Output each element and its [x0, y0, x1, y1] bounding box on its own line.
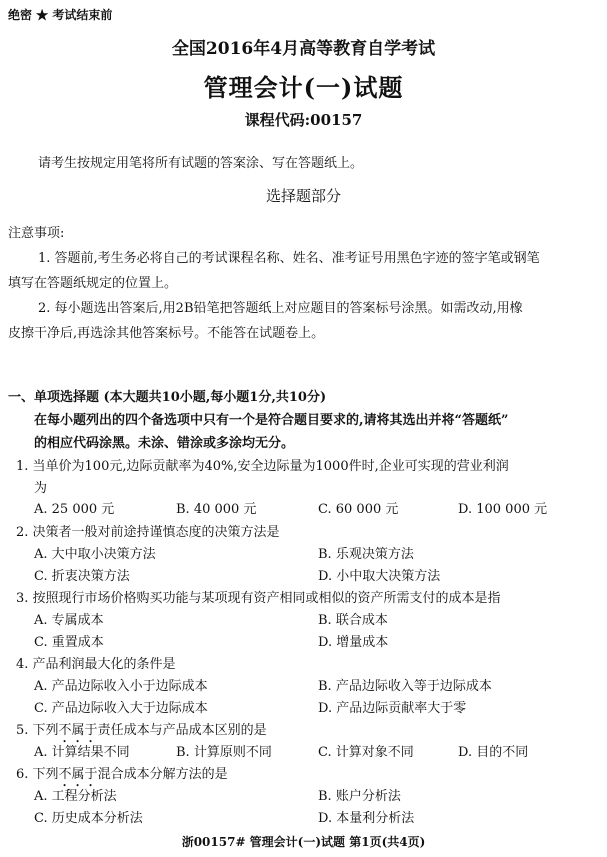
note-2-line-2: 皮擦干净后,再选涂其他答案标号。不能答在试题卷上。	[8, 326, 325, 341]
paper-title: 管理会计(一)试题	[203, 73, 404, 102]
question-3-option-d: D. 增量成本	[318, 635, 389, 650]
question-5-option-b: B. 计算原则不同	[176, 745, 272, 760]
note-2-line-1: 2. 每小题选出答案后,用2B铅笔把答题纸上对应题目的答案标号涂黑。如需改动,用橡	[38, 301, 523, 316]
part1-description-line-1: 在每小题列出的四个备选项中只有一个是符合题目要求的,请将其选出并将“答题纸”	[34, 413, 509, 428]
question-5-option-d: D. 目的不同	[458, 745, 529, 760]
question-5-stem-suffix: 责任成本与产品成本区别的是	[97, 723, 267, 738]
note-1-line-2: 填写在答题纸规定的位置上。	[8, 276, 178, 291]
question-3-option-a: A. 专属成本	[34, 613, 104, 628]
question-6-option-a: A. 工程分析法	[34, 789, 117, 804]
question-2-stem: 2. 决策者一般对前途持谨慎态度的决策方法是	[16, 525, 280, 540]
question-1-option-b: B. 40 000 元	[176, 502, 257, 517]
question-1-stem: 1. 当单价为100元,边际贡献率为40%,安全边际量为1000件时,企业可实现的营业利润	[16, 459, 509, 474]
exam-title: 全国2016年4月高等教育自学考试	[171, 39, 436, 59]
question-3-option-b: B. 联合成本	[318, 613, 388, 628]
confidential-label: 绝密 ★ 考试结束前	[8, 8, 113, 22]
question-2-option-d: D. 小中取大决策方法	[318, 569, 441, 584]
question-6-option-c: C. 历史成本分析法	[34, 811, 143, 826]
question-1-option-d: D. 100 000 元	[458, 502, 548, 517]
question-5-option-a: A. 计算结果不同	[34, 745, 130, 760]
question-6-stem-prefix: 6. 下列	[16, 767, 59, 782]
answer-instruction: 请考生按规定用笔将所有试题的答案涂、写在答题纸上。	[38, 156, 364, 171]
question-5-emphasis: 不属于	[58, 723, 98, 738]
part1-heading: 一、单项选择题 (本大题共10小题,每小题1分,共10分)	[8, 390, 327, 405]
question-5-stem-prefix: 5. 下列	[16, 723, 59, 738]
question-2-option-a: A. 大中取小决策方法	[34, 547, 156, 562]
question-2-option-c: C. 折衷决策方法	[34, 569, 130, 584]
notes-heading: 注意事项:	[8, 226, 65, 241]
question-4-option-a: A. 产品边际收入小于边际成本	[34, 679, 208, 694]
note-1-line-1: 1. 答题前,考生务必将自己的考试课程名称、姓名、准考证号用黑色字迹的签字笔或钢笔	[38, 251, 540, 266]
question-6-option-b: B. 账户分析法	[318, 789, 401, 804]
course-code: 课程代码:00157	[244, 111, 363, 129]
question-4-option-c: C. 产品边际收入大于边际成本	[34, 701, 208, 716]
section-title: 选择题部分	[265, 187, 341, 205]
question-6-emphasis: 不属于	[58, 767, 98, 782]
page-footer: 浙00157# 管理会计(一)试题 第1页(共4页)	[181, 835, 426, 849]
question-1-option-a: A. 25 000 元	[34, 502, 115, 517]
part1-description-line-2: 的相应代码涂黑。未涂、错涂或多涂均无分。	[34, 436, 295, 451]
question-4-stem: 4. 产品利润最大化的条件是	[16, 657, 176, 672]
question-3-stem: 3. 按照现行市场价格购买功能与某项现有资产相同或相似的资产所需支付的成本是指	[16, 591, 501, 606]
question-2-option-b: B. 乐观决策方法	[318, 547, 414, 562]
question-1-stem-cont: 为	[34, 481, 48, 496]
question-4-option-b: B. 产品边际收入等于边际成本	[318, 679, 492, 694]
question-6-stem-suffix: 混合成本分解方法的是	[97, 767, 228, 782]
question-3-option-c: C. 重置成本	[34, 635, 104, 650]
question-5-option-c: C. 计算对象不同	[318, 745, 414, 760]
question-6-option-d: D. 本量利分析法	[318, 811, 415, 826]
question-1-option-c: C. 60 000 元	[318, 502, 399, 517]
question-4-option-d: D. 产品边际贡献率大于零	[318, 701, 467, 716]
